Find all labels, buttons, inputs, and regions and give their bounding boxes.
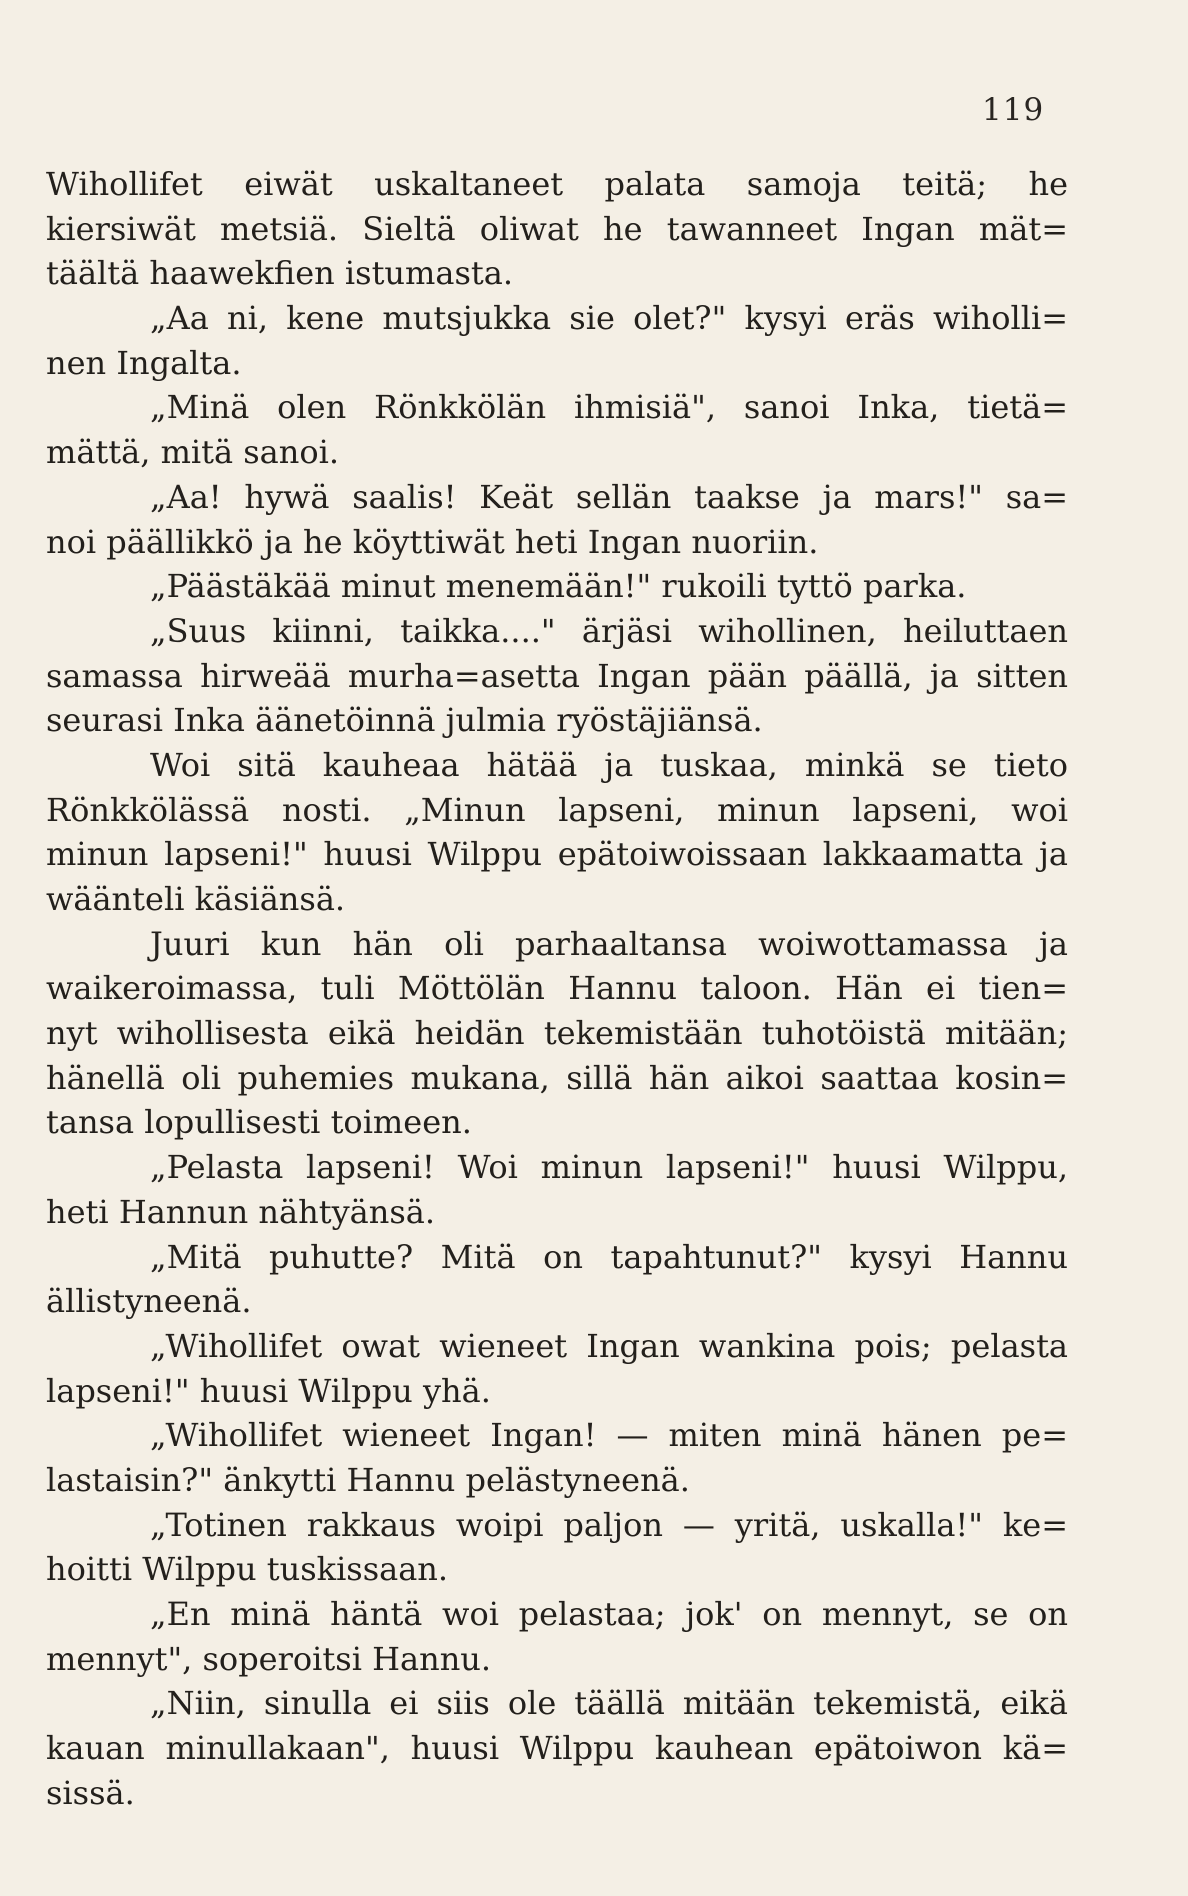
text-line: „Mitä puhutte? Mitä on tapahtunut?" kysyi Hannu — [150, 1237, 1068, 1276]
text-line: wäänteli käsiänsä. — [46, 880, 346, 918]
text-line: mättä, mitä sanoi. — [46, 433, 340, 472]
text-line: „Wihollifet owat wieneet Ingan wankina pois; pelasta — [150, 1326, 1068, 1365]
text-line: kauan minullakaan", huusi Wilppu kauhean epätoiwon kä= — [46, 1729, 1068, 1768]
text-line: mennyt", soperoitsi Hannu. — [46, 1639, 492, 1678]
text-line: „Totinen rakkaus woipi paljon — yritä, uskalla!" ke= — [150, 1505, 1068, 1544]
text-line: samassa hirweää murha=asetta Ingan pään päällä, ja sitten — [46, 656, 1068, 695]
text-line: Rönkkölässä nosti. „Minun lapseni, minun lapseni, woi — [46, 790, 1068, 829]
text-line: hoitti Wilppu tuskissaan. — [46, 1550, 449, 1589]
text-line: ällistyneenä. — [46, 1282, 252, 1321]
text-line: kiersiwät metsiä. Sieltä oliwat he tawanneet Ingan mät= — [46, 209, 1068, 248]
page-number: 119 — [982, 92, 1045, 128]
text-line: „En minä häntä woi pelastaa; jok' on mennyt, se on — [150, 1595, 1068, 1633]
text-line: „Päästäkää minut menemään!" rukoili tyttö parka. — [150, 567, 967, 606]
text-line: „Aa ni, kene mutsjukka sie olet?" kysyi eräs wiholli= — [150, 299, 1068, 338]
text-line: „Wihollifet wieneet Ingan! — miten minä hänen pe= — [150, 1416, 1068, 1455]
text-line: noi päällikkö ja he köyttiwät heti Ingan nuoriin. — [46, 522, 819, 561]
text-line: tansa lopullisesti toimeen. — [46, 1103, 472, 1142]
text-line: täältä haawekfien istumasta. — [46, 254, 513, 293]
text-line: Woi sitä kauheaa hätää ja tuskaa, minkä se tieto — [150, 745, 1068, 784]
text-line: nen Ingalta. — [46, 343, 242, 382]
text-line: „Aa! hywä saalis! Keät sellän taakse ja mars!" sa= — [150, 477, 1068, 516]
text-line: „Minä olen Rönkkölän ihmisiä", sanoi Inka, tietä= — [150, 388, 1068, 427]
text-line: Wihollifet eiwät uskaltaneet palata samoja teitä; he — [46, 165, 1068, 203]
text-line: waikeroimassa, tuli Möttölän Hannu taloon. Hän ei tien= — [46, 969, 1068, 1008]
text-line: Juuri kun hän oli parhaaltansa woiwottamassa ja — [150, 924, 1068, 963]
body-text — [46, 162, 1068, 1815]
text-line: nyt wihollisesta eikä heidän tekemistään tuhotöistä mitään; — [46, 1014, 1068, 1053]
text-line: sissä. — [46, 1773, 135, 1812]
text-line: hänellä oli puhemies mukana, sillä hän aikoi saattaa kosin= — [46, 1058, 1068, 1097]
text-line: minun lapseni!" huusi Wilppu epätoiwoissaan lakkaamatta ja — [46, 835, 1068, 874]
text-line: „Pelasta lapseni! Woi minun lapseni!" huusi Wilppu, — [150, 1148, 1068, 1187]
text-line: heti Hannun nähtyänsä. — [46, 1192, 435, 1231]
text-line: lastaisin?" änkytti Hannu pelästyneenä. — [46, 1460, 690, 1499]
text-line: seurasi Inka äänetöinnä julmia ryöstäjiänsä. — [46, 701, 763, 740]
text-line: lapseni!" huusi Wilppu yhä. — [46, 1371, 491, 1410]
text-line: „Suus kiinni, taikka...." ärjäsi wihollinen, heiluttaen — [150, 611, 1068, 650]
text-line: „Niin, sinulla ei siis ole täällä mitään tekemistä, eikä — [150, 1684, 1068, 1723]
